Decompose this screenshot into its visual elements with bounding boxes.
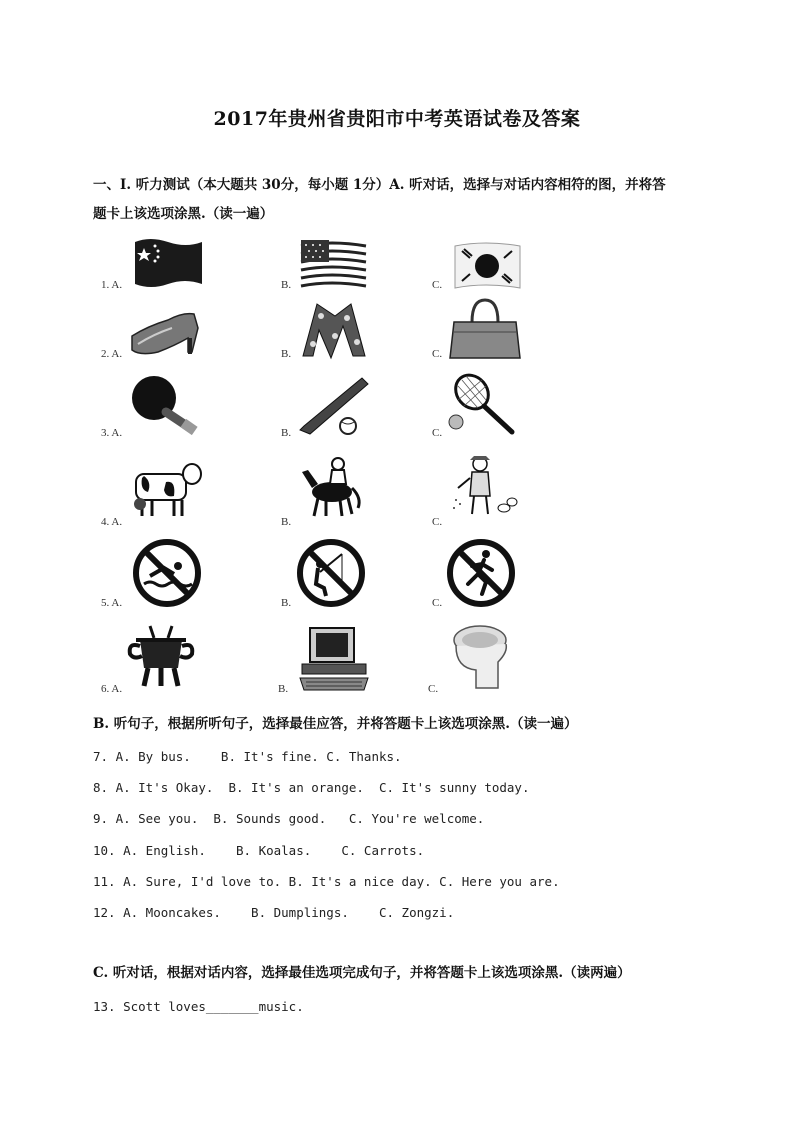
section-a-line1: 一、I. 听力测试（本大题共 30分，每小题 1分）A. 听对话，选择与对话内容相符的图，并将答 <box>93 177 666 193</box>
scarf-icon <box>295 296 370 366</box>
option-label: C. <box>432 348 443 360</box>
section-b-heading: B. 听句子，根据所听句子，选择最佳应答，并将答题卡上该选项涂黑.（读一遍） <box>93 716 578 732</box>
option-label: C. <box>432 597 443 609</box>
option-label: 1. A. <box>101 279 123 291</box>
shoes-icon <box>128 298 203 368</box>
no-fishing-icon <box>294 538 369 608</box>
option-label: B. <box>281 279 292 291</box>
question-8: 8. A. It's Okay. B. It's an orange. C. It's sunny today. <box>93 780 530 795</box>
option-label: B. <box>281 516 292 528</box>
option-label: C. <box>428 683 439 695</box>
question-13: 13. Scott loves_______music. <box>93 999 304 1014</box>
feeding-chickens-icon <box>446 452 521 522</box>
no-running-icon <box>444 538 519 608</box>
option-label: 3. A. <box>101 427 123 439</box>
bronze-vessel-icon <box>124 620 199 690</box>
china-flag-icon <box>130 232 205 302</box>
section-c-heading: C. 听对话，根据对话内容，选择最佳选项完成句子，并将答题卡上该选项涂黑.（读两遍） <box>93 965 631 981</box>
option-label: C. <box>432 279 443 291</box>
milking-cow-icon <box>130 452 205 522</box>
section-a-line2: 题卡上该选项涂黑.（读一遍） <box>93 206 274 222</box>
option-label: B. <box>281 597 292 609</box>
option-label: C. <box>432 516 443 528</box>
option-label: 5. A. <box>101 597 123 609</box>
riding-horse-icon <box>292 452 367 522</box>
baseball-bat-icon <box>296 372 371 442</box>
option-label: B. <box>281 348 292 360</box>
question-7: 7. A. By bus. B. It's fine. C. Thanks. <box>93 749 402 764</box>
option-label: 6. A. <box>101 683 123 695</box>
question-9: 9. A. See you. B. Sounds good. C. You're welcome. <box>93 811 485 826</box>
toilet-icon <box>446 622 521 692</box>
handbag-icon <box>448 294 523 364</box>
page-title: 2017年贵州省贵阳市中考英语试卷及答案 <box>213 108 581 130</box>
option-label: C. <box>432 427 443 439</box>
question-11: 11. A. Sure, I'd love to. B. It's a nice day. C. Here you are. <box>93 874 560 889</box>
ping-pong-paddle-icon <box>128 372 203 442</box>
tennis-racket-icon <box>446 370 521 440</box>
question-12: 12. A. Mooncakes. B. Dumplings. C. Zongzi. <box>93 905 455 920</box>
option-label: 4. A. <box>101 516 123 528</box>
usa-flag-icon <box>296 232 371 302</box>
computer-icon <box>296 624 371 694</box>
option-label: 2. A. <box>101 348 123 360</box>
no-swimming-icon <box>130 538 205 608</box>
option-label: B. <box>281 427 292 439</box>
option-label: B. <box>278 683 289 695</box>
question-10: 10. A. English. B. Koalas. C. Carrots. <box>93 843 425 858</box>
